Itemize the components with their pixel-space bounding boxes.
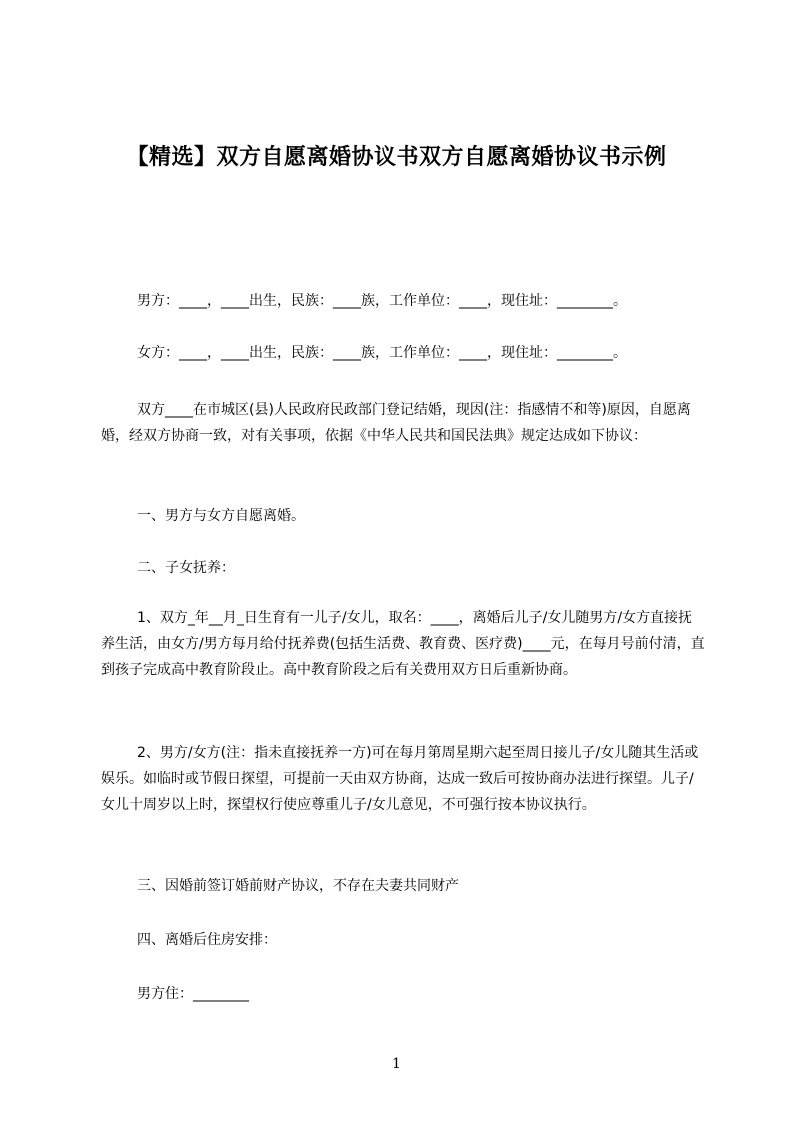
paragraph-wife-info: 女方：____，____出生，民族：____族，工作单位：____，现住址：________。 [137, 345, 627, 361]
paragraph-preamble: 双方____在市城区(县)人民政府民政部门登记结婚，现因(注：指感情不和等)原因，自愿离婚，经双方协商一致，对有关事项，依据《中华人民共和国民法典》规定达成如下协议： [101, 402, 691, 444]
paragraph-husband-info: 男方：____，____出生，民族：____族，工作单位：____，现住址：________。 [137, 293, 627, 309]
paragraph-clause-1: 一、男方与女方自愿离婚。 [137, 508, 305, 524]
paragraph-clause-2-item-2: 2、男方/女方(注：指未直接抚养一方)可在每月第周星期六起至周日接儿子/女儿随其生活或娱乐。如临时或节假日探望，可提前一天由双方协商，达成一致后可按协商办法进行探望。儿子/女儿十周岁以上时，探望权行使应尊重儿子/女儿意见，不可强行按本协议执行。 [101, 745, 699, 813]
paragraph-clause-3: 三、因婚前签订婚前财产协议，不存在夫妻共同财产 [137, 878, 459, 894]
paragraph-clause-2-item-1: 1、双方_年__月_日生育有一儿子/女儿，取名：____，离婚后儿子/女儿随男方/女方直接抚养生活，由女方/男方每月给付抚养费(包括生活费、教育费、医疗费)____元，在每月号前付清，直到孩子完成高中教育阶段止。高中教育阶段之后有关费用双方日后重新协商。 [101, 610, 705, 678]
paragraph-husband-residence: 男方住：________ [137, 986, 249, 1002]
paragraph-clause-4: 四、离婚后住房安排： [137, 932, 277, 948]
document-title: 【精选】双方自愿离婚协议书双方自愿离婚协议书示例 [126, 145, 667, 170]
paragraph-clause-2: 二、子女抚养： [137, 560, 235, 576]
page-number: 1 [392, 1056, 401, 1072]
